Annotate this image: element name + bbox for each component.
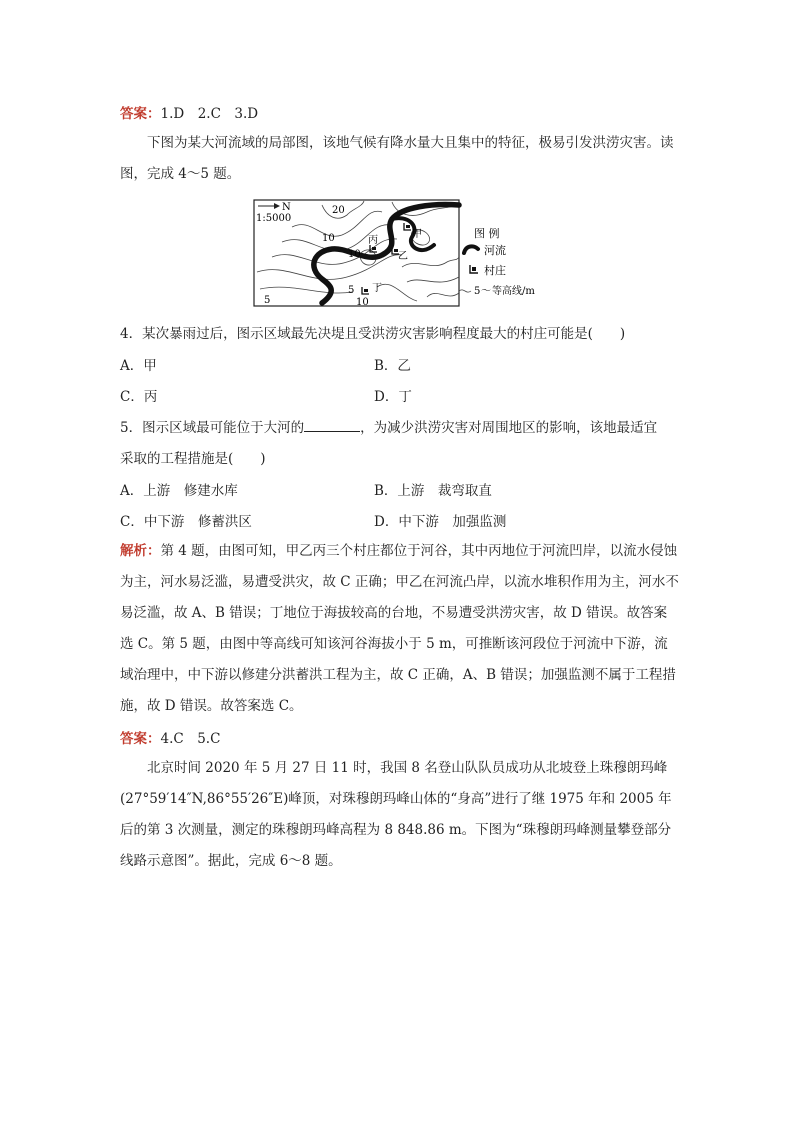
legend-river-icon [464,246,478,253]
analysis-text: 第 4 题，由图可知，甲乙丙三个村庄都位于河谷，其中丙地位于河流凹岸，以流水侵蚀为主，河水易泛滥，易遭受洪灾，故 C 正确；甲乙在河流凸岸，以流水堆积作用为主，河水不易泛滥，故 A、B 错误；丁地位于海拔较高的台地，不易遭受洪涝灾害，故 D 错误。故答案选 C。第 5 题，由图中等高线可知该河谷海拔小于 5 m，可推断该河段位于河流中下游，流域治理中，中下游以修建分洪蓄洪工程为主，故 C 正确，A、B 错误；加强监测不属于工程措施，故 D 错误。故答案选 C。 [120,543,679,714]
question-5-stem-line2: 采取的工程措施是( ) [120,451,266,467]
intro-paragraph-1: 下图为某大河流域的局部图，该地气候有降水量大且集中的特征，极易引发洪涝灾害。读图，完成 4～5 题。 [120,135,674,182]
analysis-paragraph [120,536,680,722]
option-b: B．上游 裁弯取直 [374,483,492,499]
intro-paragraph-2: 北京时间 2020 年 5 月 27 日 11 时，我国 8 名登山队队员成功从北坡登上珠穆朗玛峰(27°59′14″N,86°55′26″E)峰顶，对珠穆朗玛峰山体的“身高”进行了继 1975 年和 2005 年后的第 3 次测量，测定的珠穆朗玛峰高程为 8 848.86 m。下图为“珠穆朗玛峰测量攀登部分线路示意图”。据此，完成 6～8 题。 [120,760,672,869]
legend-river: 河流 [484,244,506,257]
village-label-ding: 丁 [372,283,382,294]
option-c: C．丙 [120,389,158,405]
legend-contour-value: 5 [474,286,481,297]
answer-line-2 [120,727,220,747]
contour-value: 5 [348,285,355,296]
river-basin-map [252,197,552,309]
north-label: N [282,202,291,213]
q5-stem-pre: 5．图示区域最可能位于大河的 [120,420,305,436]
option-c: C．中下游 修蓄洪区 [120,514,252,530]
legend-village: 村庄 [484,264,506,277]
question-5-stem [120,416,657,436]
village-label-bing: 丙 [368,235,378,246]
answer-text: 4.C 5.C [160,731,221,747]
answer-blank [304,419,360,432]
answer-line-1 [120,102,258,122]
option-d: D．中下游 加强监测 [374,514,507,530]
contour-value: 5 [264,295,271,306]
question-4-stem: 4．某次暴雨过后，图示区域最先决堤且受洪涝灾害影响程度最大的村庄可能是( ) [120,326,626,342]
legend-contour: 等高线/m [492,286,535,297]
answer-label: 答案： [120,106,161,122]
contour-value: 10 [322,233,335,244]
contour-value: 10 [356,297,369,308]
analysis-label: 解析： [120,543,161,559]
legend-contour-sep: ～ [481,286,491,297]
contour-value: 20 [332,205,345,216]
q5-stem-post: ，为减少洪涝灾害对周围地区的影响，该地最适宜 [360,420,658,436]
answer-text: 1.D 2.C 3.D [160,106,259,122]
contour-value: 10 [348,249,361,260]
legend-title: 图 例 [474,227,500,240]
option-a: A．上游 修建水库 [120,483,238,499]
legend-contour-icon [459,290,471,292]
answer-label: 答案： [120,731,161,747]
village-label-jia: 甲 [412,229,422,240]
option-d: D．丁 [374,389,412,405]
village-label-yi: 乙 [398,251,408,262]
option-a: A．甲 [120,358,157,374]
map-scale: 1:5000 [256,213,292,224]
option-b: B．乙 [374,358,411,374]
